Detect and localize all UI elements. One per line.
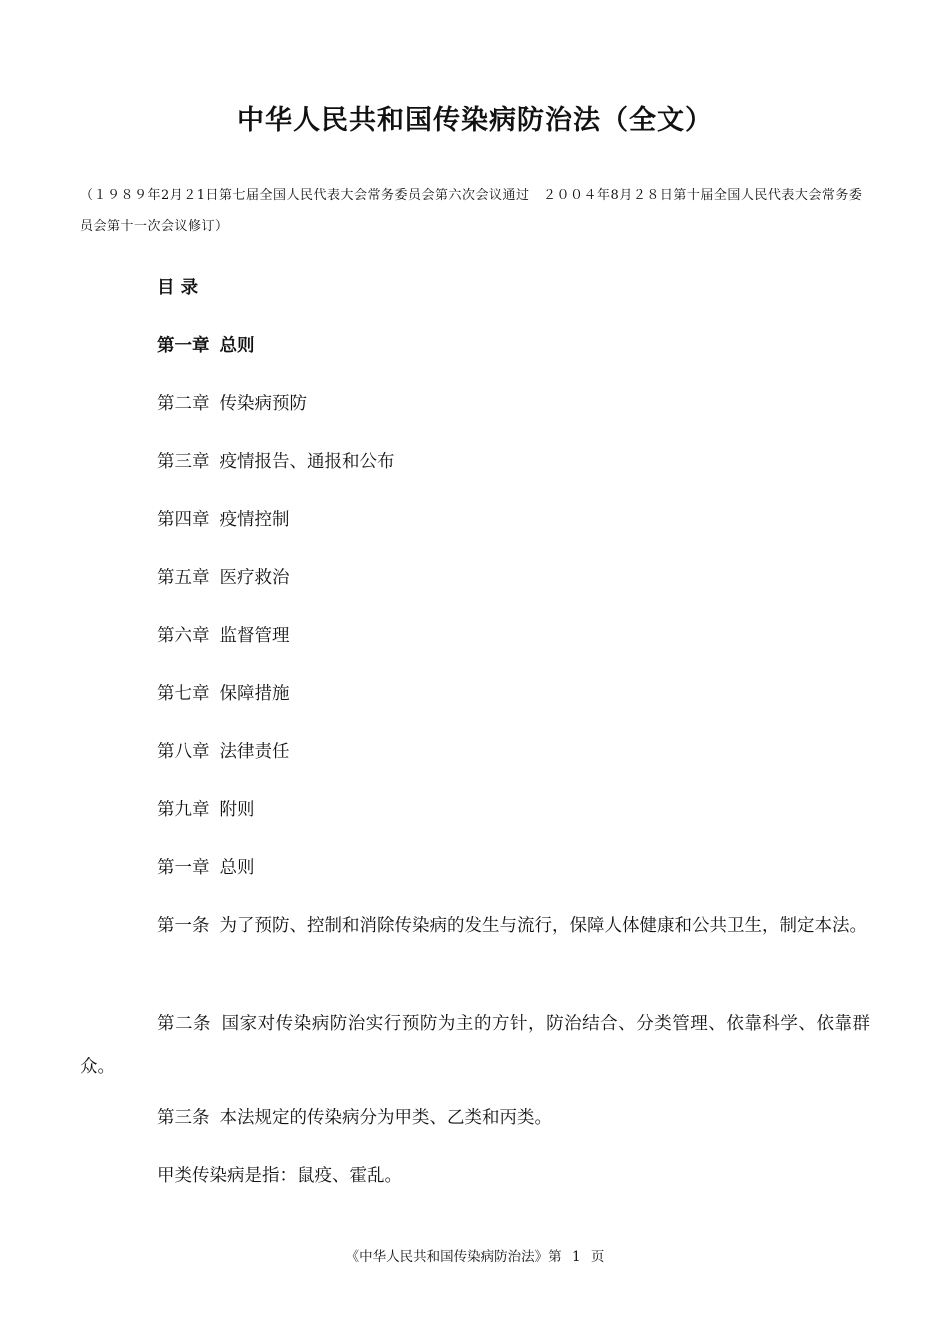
toc-item[interactable] <box>157 740 290 764</box>
toc-chapter-number: 第七章 <box>157 684 210 704</box>
page-footer <box>0 1245 950 1265</box>
toc-chapter-number: 第六章 <box>157 626 210 646</box>
toc-item[interactable] <box>157 624 290 648</box>
document-subtitle: （１９８９年2月２1日第七届全国人民代表大会常务委员会第六次会议通过 ２００４年8月２８日第十届全国人民代表大会常务委员会第十一次会议修订） <box>80 188 863 234</box>
article-paragraph <box>80 1003 870 1089</box>
toc-item[interactable] <box>157 450 395 474</box>
chapter-number: 第一章 <box>157 858 210 878</box>
toc-chapter-number: 第八章 <box>157 742 210 762</box>
toc-chapter-title: 疫情报告、通报和公布 <box>219 452 395 472</box>
article-number: 第一条 <box>157 916 210 936</box>
article-text: 国家对传染病防治实行预防为主的方针，防治结合、分类管理、依靠科学、依靠群众。 <box>80 1014 870 1077</box>
toc-chapter-title: 疫情控制 <box>219 510 290 530</box>
toc-item[interactable] <box>157 334 255 358</box>
footer-prefix: 《中华人民共和国传染病防治法》第 <box>345 1249 562 1265</box>
chapter-title: 总则 <box>219 858 255 878</box>
toc-chapter-title: 监督管理 <box>219 626 290 646</box>
toc-chapter-number: 第四章 <box>157 510 210 530</box>
article-number: 第三条 <box>157 1108 210 1128</box>
article-text: 本法规定的传染病分为甲类、乙类和丙类。 <box>219 1108 552 1128</box>
toc-chapter-title: 医疗救治 <box>219 568 290 588</box>
toc-chapter-title: 总则 <box>219 336 255 356</box>
chapter-heading <box>157 856 255 880</box>
toc-chapter-title: 传染病预防 <box>219 394 307 414</box>
toc-item[interactable] <box>157 392 307 416</box>
article-number: 第二条 <box>157 1014 212 1034</box>
toc-chapter-number: 第五章 <box>157 568 210 588</box>
toc-chapter-number: 第二章 <box>157 394 210 414</box>
toc-chapter-number: 第三章 <box>157 452 210 472</box>
toc-chapter-title: 附则 <box>219 800 255 820</box>
article-paragraph <box>157 1106 552 1130</box>
toc-chapter-title: 保障措施 <box>219 684 290 704</box>
page-number: 1 <box>571 1249 581 1265</box>
toc-chapter-number: 第九章 <box>157 800 210 820</box>
article-text: 为了预防、控制和消除传染病的发生与流行，保障人体健康和公共卫生，制定本法。 <box>219 916 867 936</box>
toc-item[interactable] <box>157 508 290 532</box>
toc-item[interactable] <box>157 798 255 822</box>
page-title: 中华人民共和国传染病防治法（全文） <box>237 105 713 136</box>
toc-chapter-number: 第一章 <box>157 336 210 356</box>
toc-heading: 目 录 <box>157 278 199 298</box>
class-a-paragraph: 甲类传染病是指：鼠疫、霍乱。 <box>157 1166 402 1186</box>
toc-item[interactable] <box>157 566 290 590</box>
article-paragraph <box>80 905 870 948</box>
toc-item[interactable] <box>157 682 290 706</box>
toc-chapter-title: 法律责任 <box>219 742 290 762</box>
footer-suffix: 页 <box>590 1249 605 1265</box>
